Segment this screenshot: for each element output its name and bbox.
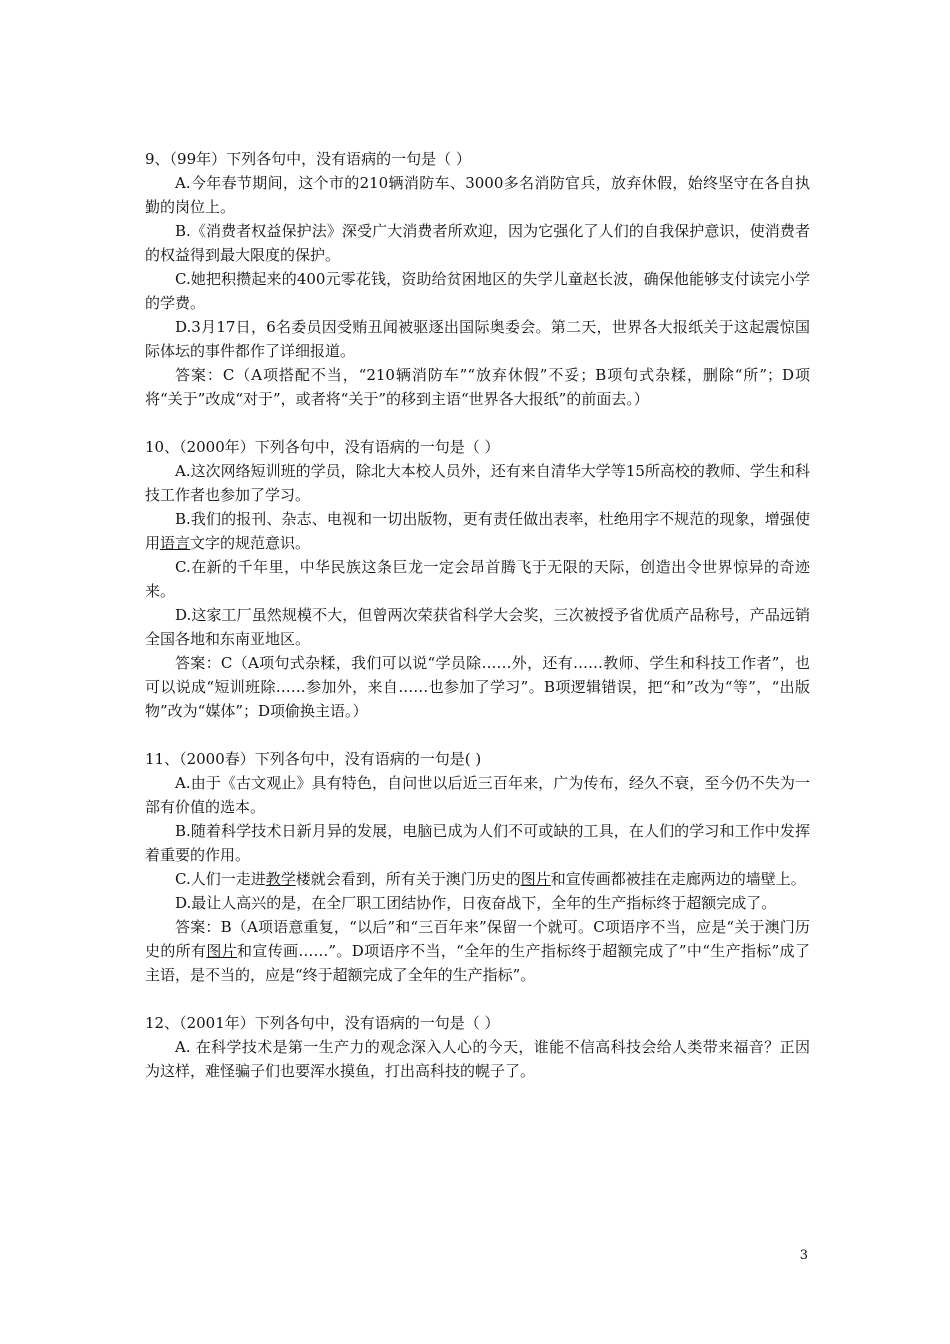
option-a: A. 在科学技术是第一生产力的观念深入人心的今天，谁能不信高科技会给人类带来福音？正因为这样，难怪骗子们也要浑水摸鱼，打出高科技的幌子了。 xyxy=(145,1038,810,1080)
option-c xyxy=(145,867,810,891)
text-segment: B.我们的报刊、杂志、电视和一切出版物，更有责任做出表率，杜绝用字不规范的现象，增强使用 xyxy=(145,510,810,552)
option-a: A.这次网络短训班的学员，除北大本校人员外，还有来自清华大学等15所高校的教师、学生和科技工作者也参加了学习。 xyxy=(145,462,810,504)
option-c: C.在新的千年里，中华民族这条巨龙一定会昂首腾飞于无限的天际，创造出令世界惊异的奇迹来。 xyxy=(145,558,810,600)
question-title: 9、（99年）下列各句中，没有语病的一句是（ ） xyxy=(145,150,471,168)
underlined-word: 图片 xyxy=(520,870,551,888)
text-segment: 楼就会看到，所有关于澳门历史的 xyxy=(295,870,521,888)
question-title: 11、（2000春）下列各句中，没有语病的一句是( ) xyxy=(145,750,482,768)
underlined-word: 图片 xyxy=(206,942,238,960)
answer-explanation xyxy=(145,915,810,987)
question-11 xyxy=(145,747,810,987)
option-a: A.由于《古文观止》具有特色，自问世以后近三百年来，广为传布，经久不衰，至今仍不失为一部有价值的选本。 xyxy=(145,774,810,816)
text-segment: C.人们一走进 xyxy=(175,870,266,888)
question-9 xyxy=(145,147,810,411)
option-d: D.3月17日，6名委员因受贿丑闻被驱逐出国际奥委会。第二天，世界各大报纸关于这起震惊国际体坛的事件都作了详细报道。 xyxy=(145,318,810,360)
document-page xyxy=(145,147,810,1107)
text-segment: 文字的规范意识。 xyxy=(190,534,311,552)
option-c: C.她把积攒起来的400元零花钱，资助给贫困地区的失学儿童赵长波，确保他能够支付读完小学的学费。 xyxy=(145,270,810,312)
text-segment: 答案：B（A项语意重复，“以后”和“三百年来”保留一个就可。C项语序不当，应是“关于澳门历史的所有 xyxy=(145,918,810,960)
option-b: B.《消费者权益保护法》深受广大消费者所欢迎，因为它强化了人们的自我保护意识，使消费者的权益得到最大限度的保护。 xyxy=(145,222,810,264)
question-12 xyxy=(145,1011,810,1083)
underlined-word: 语言 xyxy=(160,534,191,552)
text-segment: 和宣传画……”。D项语序不当，“全年的生产指标终于超额完成了”中“生产指标”成了主语，是不当的，应是“终于超额完成了全年的生产指标”。 xyxy=(145,942,810,984)
option-d: D.最让人高兴的是，在全厂职工团结协作，日夜奋战下，全年的生产指标终于超额完成了。 xyxy=(175,894,777,912)
option-d: D.这家工厂虽然规模不大，但曾两次荣获省科学大会奖，三次被授予省优质产品称号，产品远销全国各地和东南亚地区。 xyxy=(145,606,810,648)
question-10 xyxy=(145,435,810,723)
page-number: 3 xyxy=(799,1248,808,1263)
question-title: 10、（2000年）下列各句中，没有语病的一句是（ ） xyxy=(145,438,500,456)
answer-explanation: 答案：C（A项句式杂糅，我们可以说“学员除……外，还有……教师、学生和科技工作者”，也可以说成“短训班除……参加外，来自……也参加了学习”。B项逻辑错误，把“和”改为“等”，“出版物”改为“媒体”；D项偷换主语。） xyxy=(145,654,810,720)
answer-explanation: 答案：C（A项搭配不当，“210辆消防车”“放弃休假”不妥；B项句式杂糅，删除“所”；D项将“关于”改成“对于”，或者将“关于”的移到主语“世界各大报纸”的前面去。） xyxy=(145,366,810,408)
option-a: A.今年春节期间，这个市的210辆消防车、3000多名消防官兵，放弃休假，始终坚守在各自执勤的岗位上。 xyxy=(145,174,810,216)
option-b: B.随着科学技术日新月异的发展，电脑已成为人们不可或缺的工具，在人们的学习和工作中发挥着重要的作用。 xyxy=(145,822,810,864)
underlined-word: 教学 xyxy=(265,870,296,888)
question-title: 12、（2001年）下列各句中，没有语病的一句是（ ） xyxy=(145,1014,500,1032)
option-b xyxy=(145,507,810,555)
text-segment: 和宣传画都被挂在走廊两边的墙壁上。 xyxy=(550,870,806,888)
